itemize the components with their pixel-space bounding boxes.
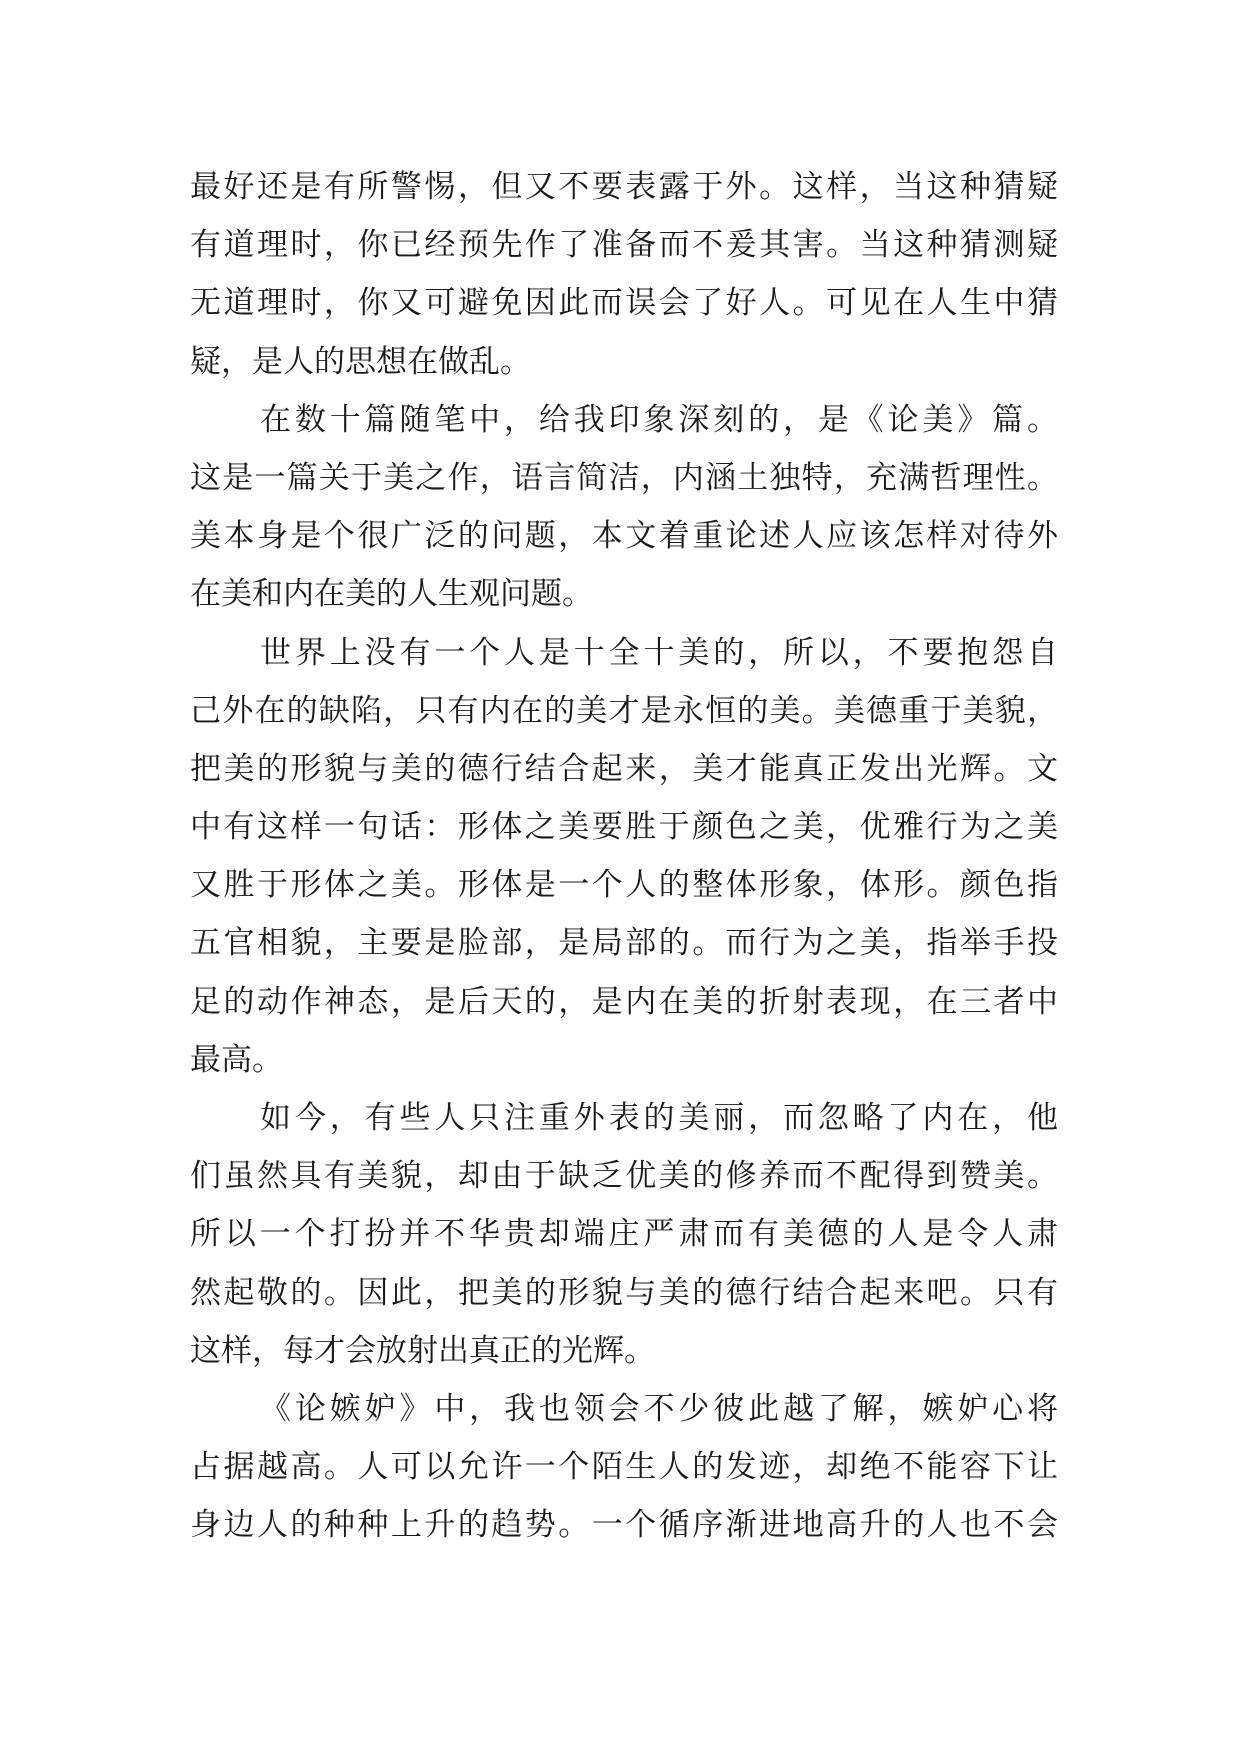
text-line: 这是一篇关于美之作，语言简洁，内涵土独特，充满哲理性。	[190, 459, 1058, 496]
text-line: 在美和内在美的人生观问题。	[190, 576, 593, 613]
paragraph-first-line: 如今，有些人只注重外表的美丽，而忽略了内在，他	[260, 1100, 1058, 1136]
paragraph-first-line: 在数十篇随笔中，给我印象深刻的，是《论美》篇。	[260, 401, 1058, 438]
text-line: 美本身是个很广泛的问题，本文着重论述人应该怎样对待外	[190, 518, 1058, 555]
text-line: 最高。	[190, 1041, 283, 1078]
text-line: 最好还是有所警惕，但又不要表露于外。这样，当这种猜疑	[190, 169, 1058, 205]
text-line: 们虽然具有美貌，却由于缺乏优美的修养而不配得到赞美。	[190, 1158, 1058, 1195]
text-line: 又胜于形体之美。形体是一个人的整体形象，体形。颜色指	[190, 867, 1058, 904]
text-line: 有道理时，你已经预先作了准备而不爰其害。当这种猜测疑	[190, 227, 1058, 264]
text-line: 足的动作神态，是后天的，是内在美的折射表现，在三者中	[190, 983, 1058, 1020]
text-line: 这样，每才会放射出真正的光辉。	[190, 1332, 655, 1369]
text-line: 然起敬的。因此，把美的形貌与美的德行结合起来吧。只有	[190, 1274, 1058, 1311]
body-text	[190, 158, 1058, 1555]
text-line: 疑，是人的思想在做乱。	[190, 343, 531, 380]
text-line: 占据越高。人可以允许一个陌生人的发迹，却绝不能容下让	[190, 1449, 1058, 1486]
text-line: 把美的形貌与美的德行结合起来，美才能真正发出光辉。文	[190, 750, 1058, 787]
text-line: 所以一个打扮并不华贵却端庄严肃而有美德的人是令人肃	[190, 1216, 1058, 1253]
text-line: 中有这样一句话：形体之美要胜于颜色之美，优雅行为之美	[190, 809, 1058, 846]
text-line: 五官相貌，主要是脸部，是局部的。而行为之美，指举手投	[190, 925, 1058, 962]
text-line: 无道理时，你又可避免因此而误会了好人。可见在人生中猜	[190, 285, 1058, 322]
text-line: 己外在的缺陷，只有内在的美才是永恒的美。美德重于美貌，	[190, 692, 1058, 729]
paragraph-first-line: 《论嫉妒》中，我也领会不少彼此越了解，嫉妒心将	[260, 1390, 1058, 1427]
paragraph-first-line: 世界上没有一个人是十全十美的，所以，不要抱怨自	[260, 634, 1058, 671]
text-line: 身边人的种种上升的趋势。一个循序渐进地高升的人也不会	[190, 1507, 1058, 1544]
